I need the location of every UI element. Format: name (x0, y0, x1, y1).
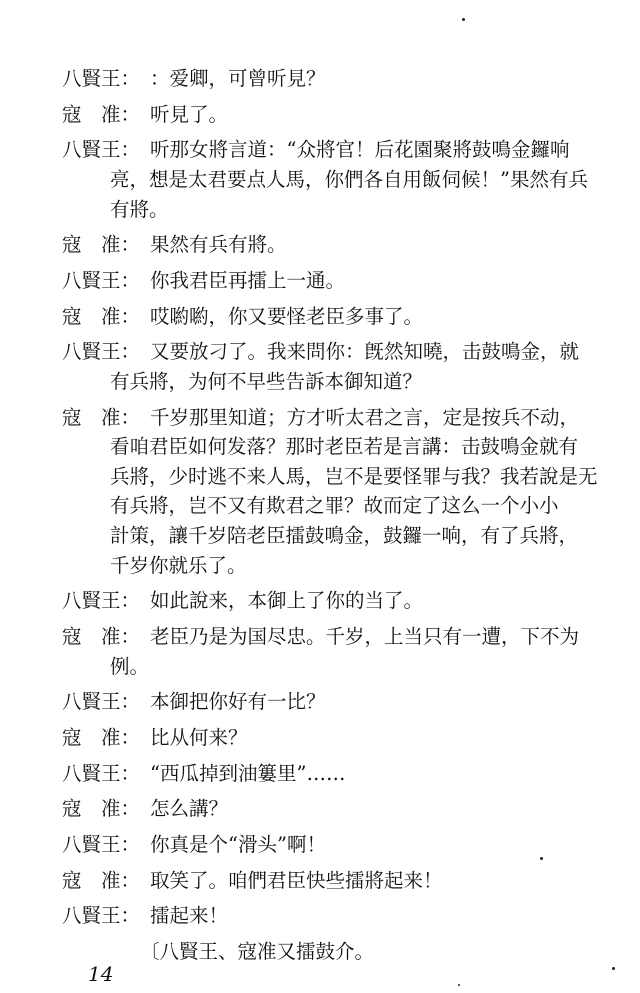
page-number: 14 (88, 962, 114, 986)
dialogue-line (62, 266, 637, 296)
speech-line: “西瓜掉到油簍里”…… (150, 761, 346, 785)
speech-line: 千岁你就乐了。 (110, 553, 247, 577)
dialogue-line (62, 794, 637, 824)
speech-line: 有兵將，岂不又有欺君之罪？故而定了这么一个小小 (110, 494, 559, 518)
speaker-name: 寇 准： (62, 304, 141, 328)
dialogue-line (62, 723, 637, 753)
speaker-name: 八賢王： (62, 832, 141, 856)
dialogue-line (62, 687, 637, 717)
speaker-name: 八賢王： (62, 268, 141, 292)
speech-line: 果然有兵有將。 (150, 233, 287, 257)
dialogue-line (62, 230, 637, 260)
scan-speck (612, 967, 615, 970)
speech-text (150, 723, 637, 753)
dialogue-line (62, 337, 637, 396)
speech-line: 亮，想是太君要点人馬，你們各自用飯伺候！”果然有兵 (110, 167, 588, 191)
speaker-name: 寇 准： (62, 102, 141, 126)
speech-text (150, 794, 637, 824)
speech-text (110, 337, 637, 396)
speaker-name: 寇 准： (62, 725, 141, 749)
speech-line: 老臣乃是为国尽忠。千岁，上当只有一遭，下不为 (150, 624, 580, 648)
dialogue-line (62, 64, 637, 94)
speech-line: 看咱君臣如何发落？那时老臣若是言講：击鼓鳴金就有 (110, 435, 579, 459)
speech-text (150, 687, 637, 717)
speech-line: 擂起来！ (150, 904, 229, 928)
speech-text (150, 759, 637, 789)
speech-line: 本御把你好有一比？ (150, 690, 326, 714)
speech-line: 你我君臣再擂上一通。 (150, 268, 346, 292)
speech-line: 又要放刁了。我来問你：旣然知曉，击鼓鳴金，就 (150, 340, 580, 364)
speech-line: 你真是个“滑头”啊！ (150, 832, 326, 856)
dialogue-line (62, 866, 637, 896)
dialogue-line (62, 302, 637, 332)
speech-line: 千岁那里知道；方才听太君之言，定是按兵不动， (150, 405, 580, 429)
speaker-name: 八賢王： (62, 690, 141, 714)
speaker-name: 八賢王： (62, 904, 141, 928)
dialogue-line (62, 830, 637, 860)
speaker-name: 八賢王： (62, 67, 141, 90)
dialogue-line (62, 586, 637, 616)
speech-text (150, 266, 637, 296)
speaker-name: 寇 准： (62, 405, 141, 429)
speech-text (110, 403, 637, 581)
speech-line: 哎喲喲，你又要怪老臣多事了。 (150, 304, 424, 328)
speaker-name: 八賢王： (62, 340, 141, 364)
speaker-name: 八賢王： (62, 761, 141, 785)
stage-direction: 〔八賢王、寇准又擂鼓介。 (140, 940, 375, 964)
dialogue-line (62, 135, 637, 224)
speaker-name: 八賢王： (62, 589, 141, 613)
speech-line: 例。 (110, 654, 150, 678)
speech-text (150, 901, 637, 931)
speaker-name: 寇 准： (62, 868, 141, 892)
speech-line: 如此說来，本御上了你的当了。 (150, 589, 424, 613)
speech-line: 計策，讓千岁陪老臣擂鼓鳴金，鼓鑼一响，有了兵將， (110, 523, 579, 547)
speech-line: ：爱卿，可曾听見？ (150, 67, 326, 90)
speech-line: 怎么講？ (150, 797, 229, 821)
dialogue-line (62, 403, 637, 581)
scan-speck (540, 857, 543, 860)
speech-text (150, 64, 637, 94)
speaker-name: 寇 准： (62, 797, 141, 821)
scan-speck (458, 984, 460, 986)
speech-line: 有將。 (110, 197, 169, 221)
speech-line: 听那女將言道：“众將官！后花園聚將鼓鳴金鑼响 (150, 138, 570, 162)
dialogue-line (62, 901, 637, 931)
dialogue-line (62, 100, 637, 130)
speech-line: 兵將，少时逃不来人馬，岂不是要怪罪与我？我若說是无 (110, 464, 598, 488)
dialogue-line (62, 622, 637, 681)
speech-text (150, 302, 637, 332)
speech-line: 听見了。 (150, 102, 229, 126)
speech-text (150, 586, 637, 616)
speech-text (150, 100, 637, 130)
scan-speck (462, 18, 465, 21)
speech-line: 有兵將，为何不早些告訴本御知道？ (110, 369, 423, 393)
dialogue-line (62, 759, 637, 789)
speech-text (150, 830, 637, 860)
speech-text (110, 135, 637, 224)
speaker-name: 八賢王： (62, 138, 141, 162)
speaker-name: 寇 准： (62, 233, 141, 257)
speech-line: 比从何来？ (150, 725, 248, 749)
speaker-name: 寇 准： (62, 624, 141, 648)
speech-text (150, 230, 637, 260)
speech-text (110, 622, 637, 681)
speech-text (150, 866, 637, 896)
speech-line: 取笑了。咱們君臣快些擂將起来！ (150, 868, 443, 892)
play-script (62, 64, 637, 967)
